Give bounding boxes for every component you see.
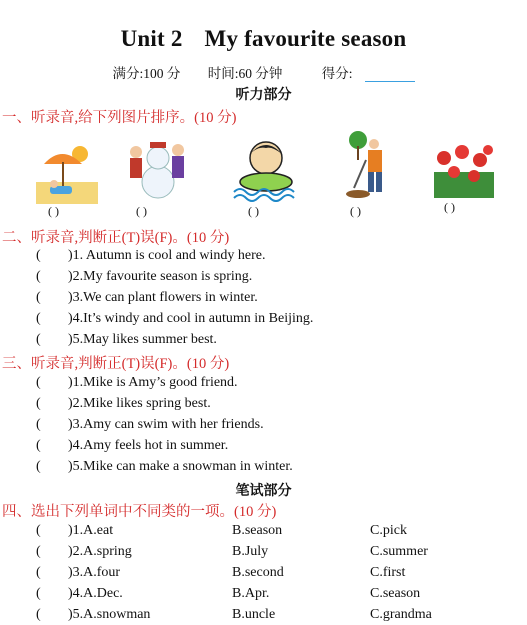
picture-5-bracket[interactable]: ( ) <box>444 200 455 214</box>
picture-2-bracket[interactable]: ( ) <box>136 204 147 218</box>
answer-paren[interactable]: ( <box>36 586 41 601</box>
title-unit: Unit 2 <box>120 26 183 51</box>
answer-paren[interactable]: ( <box>36 290 41 305</box>
answer-paren[interactable]: ( <box>36 544 41 559</box>
listening-heading: 听力部分 <box>235 88 292 103</box>
answer-paren[interactable]: ( <box>36 248 41 263</box>
worksheet-page: Unit 2 My favourite season 满分:100 分 时间:60 分钟 得分: 听力部分 一、听录音,给下列图片排序。(10 分) ( ) ( ) ( ) ( ) ( ) 二、听录音,判断正(T)误(F)。(10 分) ( )1. Autumn is cool and windy here. ( )2.My favourite season is spring. ( )3.We can plant flowers in winter. ( )4.It’s windy and cool in autumn in Beijing. ( )5.May likes summer best. 三、听录音,判断正(T)误(F)。(10 分) ( )1.Mike is Amy’s good friend. ( )2.Mike likes spring best. ( )3.Amy can swim with her friends. ( )4.Amy feels hot in summer. ( )5.Mike can make a snowman in winter. 笔试部分 四、选出下列单词中不同类的一项。(10 分) ( )1.A.eat B.season C.pick ( )2.A.spring B.July C.summer ( )3.A.four B.second C.first ( )4.A.Dec. B.Apr. C.season ( )5.A.snowman B.uncle C.grandma <box>0 0 527 625</box>
picture-4-bracket[interactable]: ( ) <box>350 204 361 218</box>
answer-paren[interactable]: ( <box>36 607 41 622</box>
score-label: 得分: <box>321 66 353 81</box>
answer-paren[interactable]: ( <box>36 523 41 538</box>
time-limit: 时间:60 分钟 <box>207 66 283 81</box>
planting-tree-icon <box>344 130 394 200</box>
swimming-boy-icon <box>232 138 298 202</box>
answer-paren[interactable]: ( <box>36 269 41 284</box>
section-2-title: 二、听录音,判断正(T)误(F)。(10 分) <box>2 230 230 246</box>
section-1-title: 一、听录音,给下列图片排序。(10 分) <box>2 110 237 126</box>
answer-paren[interactable]: ( <box>36 311 41 326</box>
picture-1-bracket[interactable]: ( ) <box>48 204 59 218</box>
red-flowers-icon <box>434 142 494 198</box>
full-score: 满分:100 分 <box>112 66 181 81</box>
answer-paren[interactable]: ( <box>36 332 41 347</box>
score-blank[interactable] <box>365 68 415 82</box>
score-field <box>310 62 415 82</box>
answer-paren[interactable]: ( <box>36 438 41 453</box>
answer-paren[interactable]: ( <box>36 459 41 474</box>
score-line <box>0 62 527 82</box>
title-topic: My favourite season <box>204 26 407 51</box>
picture-row <box>0 130 527 222</box>
answer-paren[interactable]: ( <box>36 417 41 432</box>
page-title <box>0 26 527 52</box>
answer-paren[interactable]: ( <box>36 565 41 580</box>
answer-paren[interactable]: ( <box>36 375 41 390</box>
sun-umbrella-beach-icon <box>36 142 98 204</box>
section-3-title: 三、听录音,判断正(T)误(F)。(10 分) <box>2 356 230 372</box>
writing-heading: 笔试部分 <box>235 484 292 499</box>
picture-3-bracket[interactable]: ( ) <box>248 204 259 218</box>
snowman-children-icon <box>126 132 186 200</box>
answer-paren[interactable]: ( <box>36 396 41 411</box>
section-4-title: 四、选出下列单词中不同类的一项。(10 分) <box>2 504 277 520</box>
